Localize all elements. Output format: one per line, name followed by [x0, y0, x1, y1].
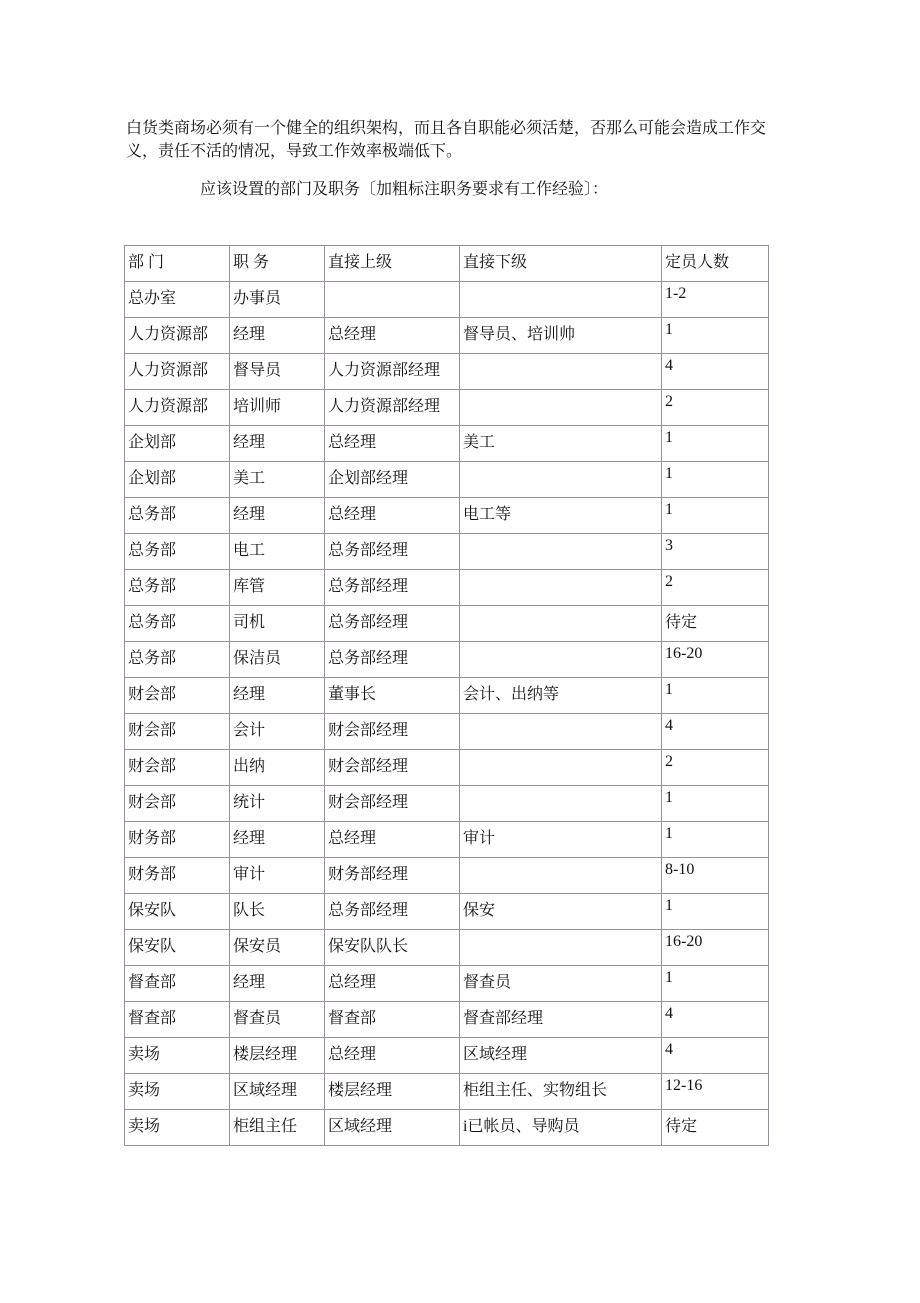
table-cell: 督查部经理	[460, 1002, 662, 1038]
table-cell: 4	[662, 354, 769, 390]
table-cell: 保安队队长	[325, 930, 460, 966]
header-cell: 直接下级	[460, 246, 662, 282]
table-cell: 卖场	[125, 1074, 230, 1110]
table-row	[125, 642, 769, 678]
table-cell: 8-10	[662, 858, 769, 894]
table-cell: 总经理	[325, 318, 460, 354]
table-cell: 总务部经理	[325, 534, 460, 570]
table-cell: 审计	[460, 822, 662, 858]
table-cell	[460, 786, 662, 822]
table-cell: 总经理	[325, 426, 460, 462]
table-row	[125, 966, 769, 1002]
table-row	[125, 822, 769, 858]
table-row	[125, 390, 769, 426]
table-cell: 总经理	[325, 1038, 460, 1074]
table-cell: 督导员、培训帅	[460, 318, 662, 354]
header-cell: 定员人数	[662, 246, 769, 282]
table-cell	[460, 714, 662, 750]
table-cell: 财会部经理	[325, 714, 460, 750]
table-cell: 4	[662, 1038, 769, 1074]
table-cell: 经理	[230, 822, 325, 858]
table-cell: 柜组主任	[230, 1110, 325, 1146]
table-cell: 4	[662, 714, 769, 750]
table-cell	[460, 606, 662, 642]
table-cell: 2	[662, 750, 769, 786]
table-cell: 督查部	[125, 966, 230, 1002]
table-cell: 企划部经理	[325, 462, 460, 498]
table-cell	[460, 858, 662, 894]
table-cell: 会计、出纳等	[460, 678, 662, 714]
table-cell: 1	[662, 786, 769, 822]
table-cell: 财务部经理	[325, 858, 460, 894]
table-cell: 财务部	[125, 822, 230, 858]
table-cell: 4	[662, 1002, 769, 1038]
table-cell: 3	[662, 534, 769, 570]
table-cell: 总务部	[125, 570, 230, 606]
table-cell: 人力资源部经理	[325, 354, 460, 390]
table-cell: 保安队	[125, 894, 230, 930]
table-cell: 统计	[230, 786, 325, 822]
table-cell	[460, 462, 662, 498]
table-cell: 1-2	[662, 282, 769, 318]
table-cell: 审计	[230, 858, 325, 894]
table-header-row	[125, 246, 769, 282]
table-cell: 总办室	[125, 282, 230, 318]
department-table	[124, 245, 769, 1146]
table-cell: 人力资源部	[125, 354, 230, 390]
table-row	[125, 750, 769, 786]
table-cell: 保安员	[230, 930, 325, 966]
table-cell	[460, 534, 662, 570]
table-cell: 培训师	[230, 390, 325, 426]
table-row	[125, 354, 769, 390]
table-cell	[460, 390, 662, 426]
table-cell: 经理	[230, 966, 325, 1002]
table-cell: 2	[662, 570, 769, 606]
table-row	[125, 498, 769, 534]
table-cell: 财会部	[125, 714, 230, 750]
header-cell: 部 门	[125, 246, 230, 282]
table-cell: 待定	[662, 1110, 769, 1146]
table-cell: 人力资源部	[125, 390, 230, 426]
table-row	[125, 1110, 769, 1146]
table-cell: 财务部	[125, 858, 230, 894]
table-cell: 总经理	[325, 966, 460, 1002]
table-row	[125, 786, 769, 822]
table-cell: 督查员	[230, 1002, 325, 1038]
table-cell: 总务部	[125, 498, 230, 534]
table-cell: 企划部	[125, 462, 230, 498]
table-cell: 总务部经理	[325, 606, 460, 642]
table-cell: 总经理	[325, 822, 460, 858]
table-cell: 16-20	[662, 930, 769, 966]
table-cell: 督查部	[125, 1002, 230, 1038]
table-cell	[460, 570, 662, 606]
table-cell: 2	[662, 390, 769, 426]
table-cell: 总务部经理	[325, 642, 460, 678]
intro-paragraph: 白货类商场必须有一个健全的组织架构，而且各自职能必须活楚，否那么可能会造成工作交义，责任不活的情况，导致工作效率极端低下。	[126, 118, 767, 160]
table-cell: 出纳	[230, 750, 325, 786]
table-row	[125, 1002, 769, 1038]
table-cell: 卖场	[125, 1110, 230, 1146]
table-cell: 办事员	[230, 282, 325, 318]
table-cell	[460, 930, 662, 966]
table-cell: 1	[662, 498, 769, 534]
table-cell: 总经理	[325, 498, 460, 534]
table-cell: 卖场	[125, 1038, 230, 1074]
table-cell: 总务部	[125, 642, 230, 678]
table-cell: i已帐员、导购员	[460, 1110, 662, 1146]
table-cell: 保安队	[125, 930, 230, 966]
table-cell: 总务部经理	[325, 894, 460, 930]
table-cell: 财会部经理	[325, 786, 460, 822]
table-row	[125, 606, 769, 642]
table-cell: 保安	[460, 894, 662, 930]
table-cell	[460, 750, 662, 786]
header-cell: 直接上级	[325, 246, 460, 282]
table-cell: 1	[662, 678, 769, 714]
table-row	[125, 678, 769, 714]
table-cell	[325, 282, 460, 318]
table-cell: 经理	[230, 318, 325, 354]
table-cell: 1	[662, 318, 769, 354]
table-row	[125, 282, 769, 318]
table-cell: 区域经理	[325, 1110, 460, 1146]
header-cell: 职 务	[230, 246, 325, 282]
table-cell: 督查员	[460, 966, 662, 1002]
table-cell: 1	[662, 966, 769, 1002]
table-row	[125, 462, 769, 498]
table-cell: 督导员	[230, 354, 325, 390]
table-cell: 1	[662, 894, 769, 930]
table-cell: 司机	[230, 606, 325, 642]
table-cell: 总务部	[125, 606, 230, 642]
table-row	[125, 1038, 769, 1074]
table-cell: 经理	[230, 678, 325, 714]
table-row	[125, 426, 769, 462]
table-row	[125, 1074, 769, 1110]
table-cell: 1	[662, 462, 769, 498]
table-cell: 督查部	[325, 1002, 460, 1038]
table-cell: 库管	[230, 570, 325, 606]
table-row	[125, 858, 769, 894]
table-cell: 财会部经理	[325, 750, 460, 786]
table-cell: 待定	[662, 606, 769, 642]
table-row	[125, 894, 769, 930]
table-cell: 董事长	[325, 678, 460, 714]
table-cell: 总务部	[125, 534, 230, 570]
table-cell: 队长	[230, 894, 325, 930]
table-cell: 16-20	[662, 642, 769, 678]
table-row	[125, 930, 769, 966]
table-cell: 经理	[230, 498, 325, 534]
table-row	[125, 318, 769, 354]
table-cell: 1	[662, 426, 769, 462]
table-row	[125, 570, 769, 606]
table-cell: 人力资源部经理	[325, 390, 460, 426]
table-cell: 电工	[230, 534, 325, 570]
table-cell: 楼层经理	[230, 1038, 325, 1074]
table-row	[125, 534, 769, 570]
table-cell: 总务部经理	[325, 570, 460, 606]
table-cell: 区域经理	[460, 1038, 662, 1074]
table-cell: 12-16	[662, 1074, 769, 1110]
table-cell: 保洁员	[230, 642, 325, 678]
table-cell: 人力资源部	[125, 318, 230, 354]
table-cell: 财会部	[125, 786, 230, 822]
table-cell: 柜组主任、实物组长	[460, 1074, 662, 1110]
table-cell: 1	[662, 822, 769, 858]
table-cell	[460, 354, 662, 390]
table-cell: 电工等	[460, 498, 662, 534]
table-cell: 财会部	[125, 750, 230, 786]
table-row	[125, 714, 769, 750]
table-cell: 经理	[230, 426, 325, 462]
table-cell: 美工	[460, 426, 662, 462]
table-cell: 财会部	[125, 678, 230, 714]
table-cell: 美工	[230, 462, 325, 498]
table-cell	[460, 642, 662, 678]
table-cell	[460, 282, 662, 318]
table-cell: 企划部	[125, 426, 230, 462]
table-cell: 区域经理	[230, 1074, 325, 1110]
table-cell: 楼层经理	[325, 1074, 460, 1110]
section-subtitle: 应该设置的部门及职务〔加粗标注职务要求有工作经验〕：	[200, 179, 609, 198]
table-cell: 会计	[230, 714, 325, 750]
